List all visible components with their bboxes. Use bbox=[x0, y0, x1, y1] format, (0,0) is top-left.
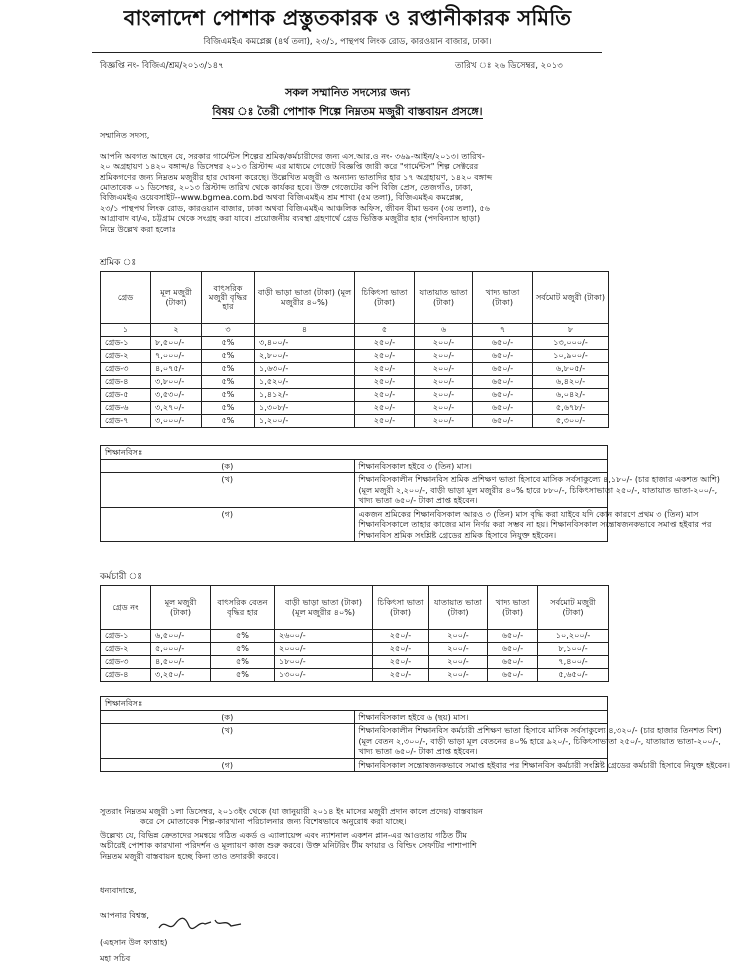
workers-section-label: শ্রমিক ঃ bbox=[100, 258, 137, 268]
table-row bbox=[101, 363, 609, 376]
employees-header-row bbox=[101, 586, 609, 630]
workers-rows bbox=[101, 337, 609, 428]
table-cell: ৩,০০০/- bbox=[151, 415, 202, 428]
table-cell: ২০০/- bbox=[415, 389, 473, 402]
table-cell: ২৫০/- bbox=[373, 656, 429, 669]
table-cell: ২০০/- bbox=[429, 669, 488, 682]
column-number: ৩ bbox=[202, 324, 255, 337]
table-cell: ৫,৩০০/- bbox=[533, 415, 609, 428]
table-cell: ৮,১০০/- bbox=[538, 643, 609, 656]
note-line: শিক্ষানবিসকালীন শিক্ষানবিস কর্মচারী প্রশিক্ষণ ভাতা হিসাবে মাসিক সর্বসাকুল্যে ৪,৩২০/- (চার হাজার তিনশত বিশ) bbox=[358, 725, 722, 736]
note-row bbox=[101, 710, 608, 724]
table-cell: ৫,০০০/- bbox=[151, 643, 211, 656]
intro-line: বিজিএমইএ ওয়েবসাইট--www.bgmea.com.bd অথবা বিজিএমইএ শ্রম শাখা (৫ম তলা), বিজিএমইএ কমপ্লেক্স, bbox=[100, 192, 464, 203]
intro-line: ২৩/১ পান্থপথ লিংক রোড, কারওয়ান বাজার, ঢাকা অথবা বিজিএমইএ আঞ্চলিক অফিস, জীবন বীমা ভবন (৩য় তলা), ৫৬ bbox=[100, 202, 490, 213]
table-cell: ৬৫০/- bbox=[488, 630, 538, 643]
table-cell: ২৫০/- bbox=[355, 402, 415, 415]
column-number: ৮ bbox=[533, 324, 609, 337]
paragraph-line: করে সে মোতাবেক শিল্প-কারখানা পরিচালনার জন্য বিশেষভাবে অনুরোধ করা যাচ্ছে। bbox=[140, 816, 407, 827]
employees-wage-table bbox=[100, 585, 609, 682]
table-cell: ৬,৮০৫/- bbox=[533, 363, 609, 376]
note-line: শিক্ষানবিসকাল সন্তোষজনকভাবে সমাপ্ত হইবার পর শিক্ষানবিস কর্মচারী সংশ্লিষ্ট গ্রেডের কর্মচারী হিসাবে নিযুক্ত হইবেন। bbox=[358, 759, 730, 770]
table-cell: ২৫০/- bbox=[373, 669, 429, 682]
table-cell: ২৫০/- bbox=[355, 376, 415, 389]
table-cell: গ্রেড-৩ bbox=[101, 363, 151, 376]
table-cell: গ্রেড-২ bbox=[101, 643, 151, 656]
table-cell: ২০০/- bbox=[415, 350, 473, 363]
note-line: শিক্ষানবিস শ্রমিক সংশ্লিষ্ট গ্রেডের শ্রমিক হিসাবে নিযুক্ত হইবেন। bbox=[358, 529, 557, 540]
workers-wage-table bbox=[100, 271, 609, 428]
column-number: ২ bbox=[151, 324, 202, 337]
note-text bbox=[354, 459, 608, 473]
intro-paragraph bbox=[100, 151, 608, 234]
reference-number: বিজ্ঞপ্তি নং- বিজিএ/শ্রম/২০১৩/১৪৭ bbox=[100, 61, 224, 71]
table-cell: ৭,৪০০/- bbox=[538, 656, 609, 669]
table-cell: ৫% bbox=[202, 415, 255, 428]
monitoring-paragraph bbox=[100, 830, 608, 861]
table-cell: ২০০/- bbox=[415, 402, 473, 415]
table-cell: ৫% bbox=[202, 363, 255, 376]
table-cell: গ্রেড-৩ bbox=[101, 656, 151, 669]
table-cell: গ্রেড-৫ bbox=[101, 389, 151, 402]
table-cell: ১৩,০০০/- bbox=[533, 337, 609, 350]
table-cell: ৫% bbox=[211, 656, 275, 669]
table-cell: ৬৫০/- bbox=[473, 337, 533, 350]
table-cell: ৬,৫০০/- bbox=[151, 630, 211, 643]
table-cell: ৫% bbox=[211, 669, 275, 682]
table-cell: ৫% bbox=[202, 402, 255, 415]
table-cell: ৮,৫০০/- bbox=[151, 337, 202, 350]
table-cell: ৬৫০/- bbox=[488, 643, 538, 656]
table-cell: ১,২০০/- bbox=[255, 415, 355, 428]
table-cell: ৬৫০/- bbox=[473, 389, 533, 402]
column-header: সর্বমোট মজুরী (টাকা) bbox=[538, 586, 609, 630]
signatory-title: মহা সচিব bbox=[100, 953, 131, 963]
table-cell: ২০০/- bbox=[415, 415, 473, 428]
table-cell: ১,৪১২/- bbox=[255, 389, 355, 402]
table-cell: ২৬০০/- bbox=[275, 630, 373, 643]
table-cell: ২৫০/- bbox=[355, 363, 415, 376]
employees-probation-notes bbox=[100, 696, 730, 772]
table-cell: ৩,২৭০/- bbox=[151, 402, 202, 415]
paragraph-line: উল্লেখ্য যে, বিভিন্ন ক্রেতাদের সমন্বয়ে গঠিত একর্ড ও এ্যালায়েন্স এবং ন্যাশনাল একশন প্লান-এর আওতায় গঠিত টীম bbox=[100, 830, 467, 840]
table-cell: ২৫০/- bbox=[373, 643, 429, 656]
note-key: (ক) bbox=[101, 710, 355, 724]
column-header: মূল মজুরী (টাকা) bbox=[151, 586, 211, 630]
note-key: (গ) bbox=[101, 507, 355, 542]
note-line: খাদ্য ভাতা ৬৫০/- টাকা প্রাপ্ত হইবেন। bbox=[358, 495, 478, 506]
table-cell: গ্রেড-৪ bbox=[101, 376, 151, 389]
table-row bbox=[101, 643, 609, 656]
table-cell: ৪,৫০০/- bbox=[151, 656, 211, 669]
column-header: যাতায়াত ভাতা (টাকা) bbox=[429, 586, 488, 630]
employees-section-label: কর্মচারী ঃ bbox=[100, 572, 143, 582]
table-cell: ৪,০৭৫/- bbox=[151, 363, 202, 376]
note-key: (ক) bbox=[101, 459, 355, 473]
closing-yours: আপনার বিশ্বস্ত, bbox=[100, 910, 149, 920]
header-divider bbox=[92, 52, 602, 53]
table-cell: ৫,৬৭৮/- bbox=[533, 402, 609, 415]
table-cell: ৫% bbox=[202, 350, 255, 363]
note-line: (মূল বেতন ২,৩০০/-, বাড়ী ভাড়া মূল বেতনের ৪০% হারে ৯২০/-, চিকিৎসাভাতা ২৫০/-, যাতায়াত ভাতা-২০০/-, bbox=[358, 735, 721, 746]
letter-date: তারিখ ঃ ২৬ ডিসেম্বর, ২০১৩ bbox=[455, 61, 563, 71]
table-cell: ৫% bbox=[202, 337, 255, 350]
table-cell: ১,৬৩০/- bbox=[255, 363, 355, 376]
table-cell: গ্রেড-১ bbox=[101, 630, 151, 643]
table-row bbox=[101, 656, 609, 669]
table-row bbox=[101, 376, 609, 389]
table-cell: ৭,০০০/- bbox=[151, 350, 202, 363]
table-cell: ১,৩০৮/- bbox=[255, 402, 355, 415]
table-row bbox=[101, 415, 609, 428]
table-cell: ৬,৪২০/- bbox=[533, 376, 609, 389]
table-cell: ৩,৪০০/- bbox=[255, 337, 355, 350]
table-row bbox=[101, 669, 609, 682]
note-text bbox=[354, 758, 730, 772]
table-cell: ১০,২০০/- bbox=[538, 630, 609, 643]
table-row bbox=[101, 402, 609, 415]
table-cell: ৬৫০/- bbox=[473, 402, 533, 415]
table-cell: ৬৫০/- bbox=[473, 376, 533, 389]
intro-line: আপনি অবগত আছেন যে, সরকার গার্মেন্টস শিল্পের শ্রমিক/কর্মচারীদের জন্য এস.আর.ও নং- ৩৬৯-আইন/২০১৩। তারিখ- bbox=[100, 151, 485, 161]
table-cell: ৫% bbox=[202, 389, 255, 402]
workers-notes-body bbox=[101, 459, 720, 542]
employees-notes-body bbox=[101, 710, 730, 772]
salutation: সম্মানিত সদস্য, bbox=[100, 130, 150, 140]
note-row bbox=[101, 758, 608, 772]
table-cell: ২০০/- bbox=[429, 656, 488, 669]
paragraph-line: সুতরাং নিম্নতম মজুরী ১লা ডিসেম্বর, ২০১৩ইং থেকে (যা জানুয়ারী ২০১৪ ইং মাসের মজুরী প্রদান কালে প্রদেয়) বাস্তবায়ন bbox=[100, 806, 483, 816]
table-cell: ৫% bbox=[202, 376, 255, 389]
table-cell: গ্রেড-৭ bbox=[101, 415, 151, 428]
table-cell: ২০০/- bbox=[429, 643, 488, 656]
intro-line: শ্রমিকগণের জন্য নিম্নতম মজুরীর হার ঘোষনা করেছে। উল্লেখিত মজুরী ও অন্যান্য ভাতাদির হার ১৭ অগ্রহায়ণ, ১৪২০ বঙ্গাব্দ bbox=[100, 171, 493, 182]
note-text bbox=[354, 473, 720, 508]
note-key: (গ) bbox=[101, 758, 355, 772]
note-row bbox=[101, 507, 608, 542]
column-header: খাদ্য ভাতা (টাকা) bbox=[488, 586, 538, 630]
table-cell: ২৫০/- bbox=[355, 415, 415, 428]
table-cell: ১,৫২০/- bbox=[255, 376, 355, 389]
table-cell: গ্রেড-৪ bbox=[101, 669, 151, 682]
column-header: বাড়ী ভাড়া ভাতা (টাকা) (মূল মজুরীর ৪০%) bbox=[275, 586, 373, 630]
note-line: শিক্ষানবিসকালীন শিক্ষানবিস শ্রমিক প্রশিক্ষণ ভাতা হিসাবে মাসিক সর্বসাকুল্যে ৪,১৮০/- (চার হাজার একশত আশি) bbox=[358, 474, 720, 485]
intro-line: নিম্নে উল্লেখ করা হলোঃ bbox=[100, 223, 176, 234]
paragraph-line: অচীরেই পোশাক কারখানা পরিদর্শন ও মূল্যায়ণ কাজ শুরু করবে। উক্ত মনিটরিং টীম ফায়ার ও বিল্ডিং সেফটির পাশাপাশি bbox=[100, 840, 477, 851]
table-cell: ১০,৯০০/- bbox=[533, 350, 609, 363]
table-cell: ১৮০০/- bbox=[275, 656, 373, 669]
workers-header-row bbox=[101, 272, 609, 324]
table-cell: ২০০/- bbox=[415, 363, 473, 376]
note-text bbox=[354, 710, 608, 724]
signatory-name: (এহসান উল ফাত্তাহ) bbox=[100, 937, 168, 947]
note-line: শিক্ষানবিসকাল হইবে ৬ (ছয়) মাস। bbox=[358, 711, 469, 722]
column-header: যাতায়াত ভাতা (টাকা) bbox=[415, 272, 473, 324]
column-number: ১ bbox=[101, 324, 151, 337]
column-header: খাদ্য ভাতা (টাকা) bbox=[473, 272, 533, 324]
column-header: চিকিৎসা ভাতা (টাকা) bbox=[355, 272, 415, 324]
notes-title: শিক্ষানবিসঃ bbox=[101, 697, 608, 711]
column-header: সর্বমোট মজুরী (টাকা) bbox=[533, 272, 609, 324]
note-line: খাদ্য ভাতা ৬৫০/- টাকা প্রাপ্ত হইবেন। bbox=[358, 746, 478, 757]
table-cell: ২০০/- bbox=[415, 376, 473, 389]
notes-title: শিক্ষানবিসঃ bbox=[101, 446, 608, 460]
organization-address: বিজিএমইএ কমপ্লেক্স (৪র্থ তলা), ২৩/১, পান্থপথ লিংক রোড, কারওয়ান বাজার, ঢাকা। bbox=[203, 37, 492, 47]
note-line: (মূল মজুরী ২,২০০/-, বাড়ী ভাড়া মূল মজুরীর ৪০% হারে ৮৮০/-, চিকিৎসাভাতা ২৫০/-, যাতায়াত ভাতা-২০০/-, bbox=[358, 484, 718, 495]
employees-rows bbox=[101, 630, 609, 682]
table-cell: ২৫০/- bbox=[355, 337, 415, 350]
table-row bbox=[101, 389, 609, 402]
column-number: ৬ bbox=[415, 324, 473, 337]
column-number: ৪ bbox=[255, 324, 355, 337]
column-number: ৭ bbox=[473, 324, 533, 337]
table-cell: গ্রেড-১ bbox=[101, 337, 151, 350]
note-row bbox=[101, 724, 608, 759]
column-header: বাৎসরিক মজুরী বৃদ্ধির হার bbox=[202, 272, 255, 324]
table-cell: ৫,৬৫০/- bbox=[538, 669, 609, 682]
note-line: শিক্ষানবিসকাল হইবে ৩ (তিন) মাস। bbox=[358, 460, 472, 471]
table-cell: ৬৫০/- bbox=[473, 350, 533, 363]
table-row bbox=[101, 630, 609, 643]
column-header: বাৎসরিক বেতন বৃদ্ধির হার bbox=[211, 586, 275, 630]
subject-line: বিষয় ঃ তৈরী পোশাক শিল্পে নিম্নতম মজুরী বাস্তবায়ন প্রসঙ্গে। bbox=[212, 105, 483, 118]
implementation-paragraph bbox=[100, 806, 608, 827]
table-cell: ৬,০৪২/- bbox=[533, 389, 609, 402]
note-line: শিক্ষানবিসকালে তাহার কাজের মান নির্ণয় করা সম্ভব না হয়। শিক্ষানবিসকাল সন্তোষজনকভাবে সমাপ্ত হইবার পর bbox=[358, 519, 712, 530]
column-header: গ্রেড bbox=[101, 272, 151, 324]
paragraph-line: নিম্নতম মজুরী বাস্তবায়ন হচ্ছে কিনা তাও তদারকী করবে। bbox=[100, 850, 279, 861]
organization-title: বাংলাদেশ পোশাক প্রস্তুতকারক ও রপ্তানীকারক সমিতি bbox=[123, 5, 572, 30]
note-key: (খ) bbox=[101, 724, 355, 759]
table-cell: ১৩০০/- bbox=[275, 669, 373, 682]
intro-line: ২০ অগ্রহায়ণ ১৪২০ বঙ্গাব্দ/৪ ডিসেম্বর ২০১৩ খ্রিস্টাব্দ এর মাধ্যমে গেজেট বিজ্ঞপ্তি জারী করে "গার্মেন্টস" শিল্প সেক্টরের bbox=[100, 161, 479, 172]
column-header: চিকিৎসা ভাতা (টাকা) bbox=[373, 586, 429, 630]
table-cell: ২৫০/- bbox=[355, 389, 415, 402]
workers-colnum-row bbox=[101, 324, 609, 337]
table-cell: ৬৫০/- bbox=[473, 415, 533, 428]
note-key: (খ) bbox=[101, 473, 355, 508]
column-header: গ্রেড নং bbox=[101, 586, 151, 630]
column-header: বাড়ী ভাড়া ভাতা (টাকা) (মূল মজুরীর ৪০%) bbox=[255, 272, 355, 324]
table-cell: গ্রেড-৬ bbox=[101, 402, 151, 415]
addressee: সকল সম্মানিত সদস্যের জন্য bbox=[285, 86, 410, 99]
table-cell: ২০০/- bbox=[415, 337, 473, 350]
table-cell: ৩,৫৩০/- bbox=[151, 389, 202, 402]
closing-thanks: ধন্যবাদান্তে, bbox=[100, 885, 137, 895]
table-row bbox=[101, 350, 609, 363]
note-row bbox=[101, 459, 608, 473]
table-cell: ৫% bbox=[211, 630, 275, 643]
table-cell: ৩,২৫০/- bbox=[151, 669, 211, 682]
table-cell: ২০০০/- bbox=[275, 643, 373, 656]
note-text bbox=[354, 507, 712, 542]
table-cell: ২,৮০০/- bbox=[255, 350, 355, 363]
note-row bbox=[101, 473, 608, 508]
table-cell: ২৫০/- bbox=[355, 350, 415, 363]
table-cell: ৬৫০/- bbox=[473, 363, 533, 376]
workers-probation-notes bbox=[100, 445, 720, 542]
table-cell: ৬৫০/- bbox=[488, 656, 538, 669]
note-line: একজন শ্রমিকের শিক্ষানবিসকাল আরও ৩ (তিন) মাস বৃদ্ধি করা যাইবে যদি কোন কারণে প্রথম ৩ (তিন) মাস bbox=[358, 508, 699, 519]
column-number: ৫ bbox=[355, 324, 415, 337]
table-cell: গ্রেড-২ bbox=[101, 350, 151, 363]
table-cell: ২০০/- bbox=[429, 630, 488, 643]
note-text bbox=[354, 724, 722, 759]
table-cell: ২৫০/- bbox=[373, 630, 429, 643]
table-row bbox=[101, 337, 609, 350]
intro-line: আগ্রাবাদ বা/এ, চট্টগ্রাম থেকে সংগ্রহ করা যাবে। প্রয়োজনীয় ব্যবস্থা গ্রহণার্থে গ্রেড ভিত্তিক মজুরীর হার (পদবিন্যাস ছাড়া) bbox=[100, 213, 481, 224]
handwritten-signature bbox=[155, 912, 245, 936]
intro-line: মোতাবেক ০১ ডিসেম্বর, ২০১৩ খ্রিস্টাব্দ তারিখ থেকে কার্যকর হবে। উক্ত গেজেটের কপি বিজি প্রেস, তেজগাঁও, ঢাকা, bbox=[100, 182, 473, 193]
column-header: মূল মজুরী (টাকা) bbox=[151, 272, 202, 324]
table-cell: ৩,৮০০/- bbox=[151, 376, 202, 389]
table-cell: ৬৫০/- bbox=[488, 669, 538, 682]
table-cell: ৫% bbox=[211, 643, 275, 656]
